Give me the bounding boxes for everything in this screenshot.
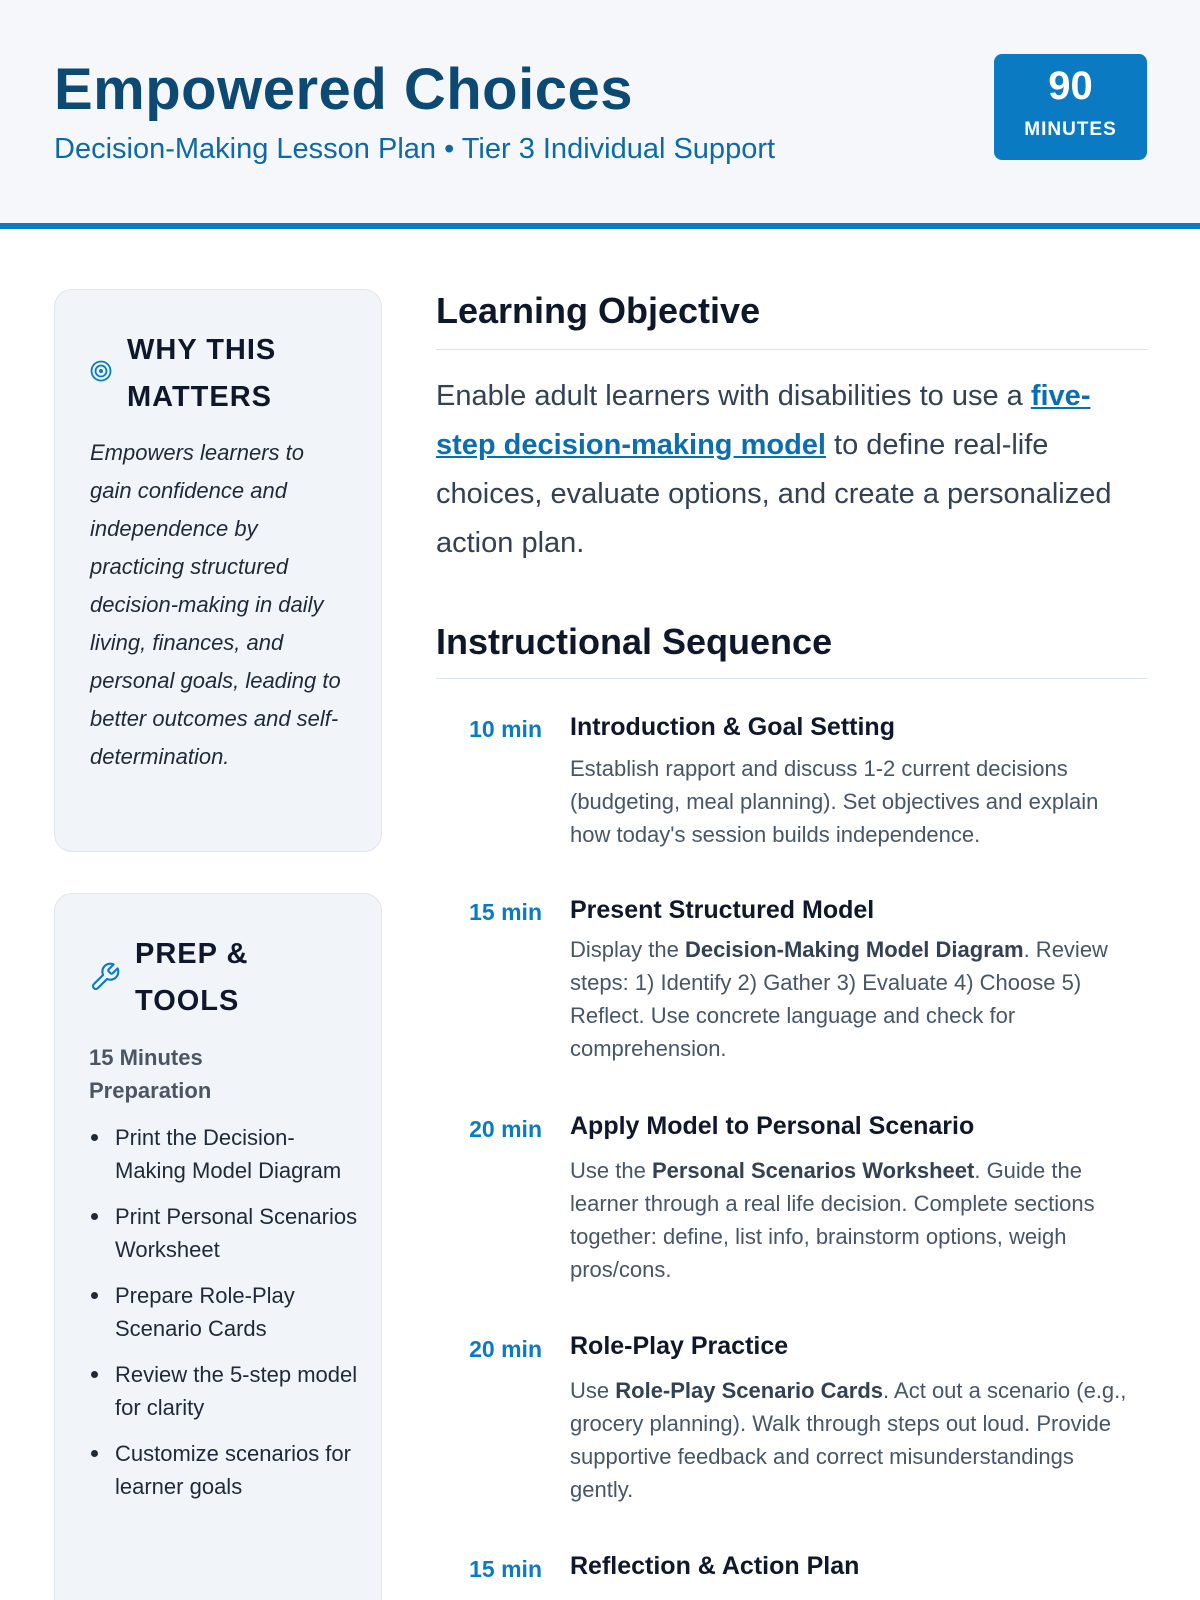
step-desc-material: Role-Play Scenario Cards (615, 1378, 884, 1403)
step-time: 15 min (469, 1556, 542, 1582)
objective-text-after: to define real-life choices, evaluate options, and create a personalized action plan. (436, 429, 1112, 559)
decision-model-link[interactable]: five-step decision-making model (436, 380, 1091, 461)
prep-subheading: 15 Minutes Preparation (89, 1045, 212, 1103)
step-description (570, 933, 1140, 1065)
step-time: 10 min (469, 716, 542, 742)
step-desc-text: . Review steps: 1) Identify 2) Gather 3) Evaluate 4) Choose 5) Reflect. Use concrete language and check for comprehension. (570, 937, 1108, 1061)
prep-item: Review the 5-step model for clarity (89, 1358, 359, 1424)
step-description (570, 1154, 1140, 1286)
page-title: Empowered Choices (54, 57, 633, 122)
prep-item: Customize scenarios for learner goals (89, 1437, 359, 1503)
prep-item: Print Personal Scenarios Worksheet (89, 1200, 359, 1266)
step-desc-text: Establish rapport and discuss 1-2 current decisions (budgeting, meal planning). Set objectives and explain how today's session builds independence. (570, 756, 1099, 847)
step-desc-text: Use (570, 1378, 616, 1403)
target-icon (90, 360, 112, 387)
step-title: Reflection & Action Plan (570, 1552, 860, 1580)
step-title: Role-Play Practice (570, 1332, 789, 1360)
page-subtitle: Decision-Making Lesson Plan • Tier 3 Individual Support (54, 133, 776, 165)
prep-item: Print the Decision-Making Model Diagram (89, 1121, 359, 1187)
step-time: 15 min (469, 899, 542, 925)
step-desc-text: . Act out a scenario (e.g., grocery planning). Walk through steps out loud. Provide supportive feedback and correct misunderstandings gently. (570, 1378, 1127, 1502)
step-description (570, 1374, 1140, 1506)
objective-text-before: Enable adult learners with disabilities to use a (436, 380, 1031, 412)
wrench-icon (89, 961, 121, 998)
duration-badge (994, 54, 1147, 160)
prep-tools-card (54, 893, 382, 1600)
prep-item: Prepare Role-Play Scenario Cards (89, 1279, 359, 1345)
step-title: Apply Model to Personal Scenario (570, 1112, 975, 1140)
sequence-heading: Instructional Sequence (436, 621, 833, 662)
step-time: 20 min (469, 1116, 542, 1142)
why-heading: WHY THIS MATTERS (127, 334, 277, 413)
step-desc-text: . Guide the learner through a real life decision. Complete sections together: define, list info, brainstorm options, weigh pros/cons. (570, 1158, 1095, 1282)
prep-list (89, 1121, 359, 1516)
header (0, 0, 1200, 229)
step-title: Present Structured Model (570, 896, 875, 924)
step-desc-text: Display the (570, 937, 685, 962)
objective-text (436, 372, 1147, 568)
duration-unit: MINUTES (1024, 119, 1117, 140)
prep-heading: PREP & TOOLS (135, 938, 249, 1017)
objective-divider (436, 349, 1147, 350)
step-title: Introduction & Goal Setting (570, 713, 895, 741)
step-desc-material: Personal Scenarios Worksheet (651, 1158, 975, 1183)
sequence-divider (436, 678, 1147, 679)
step-desc-text: Use the (570, 1158, 652, 1183)
step-description (570, 752, 1140, 851)
step-time: 20 min (469, 1336, 542, 1362)
why-text: Empowers learners to gain confidence and independence by practicing structured decision-making in daily living, finances, and personal goals, leading to better outcomes and self-determination. (90, 440, 341, 769)
objective-heading: Learning Objective (436, 290, 761, 331)
step-desc-material: Decision-Making Model Diagram (684, 937, 1024, 962)
why-this-matters-card (54, 289, 382, 852)
duration-value: 90 (1048, 64, 1093, 108)
